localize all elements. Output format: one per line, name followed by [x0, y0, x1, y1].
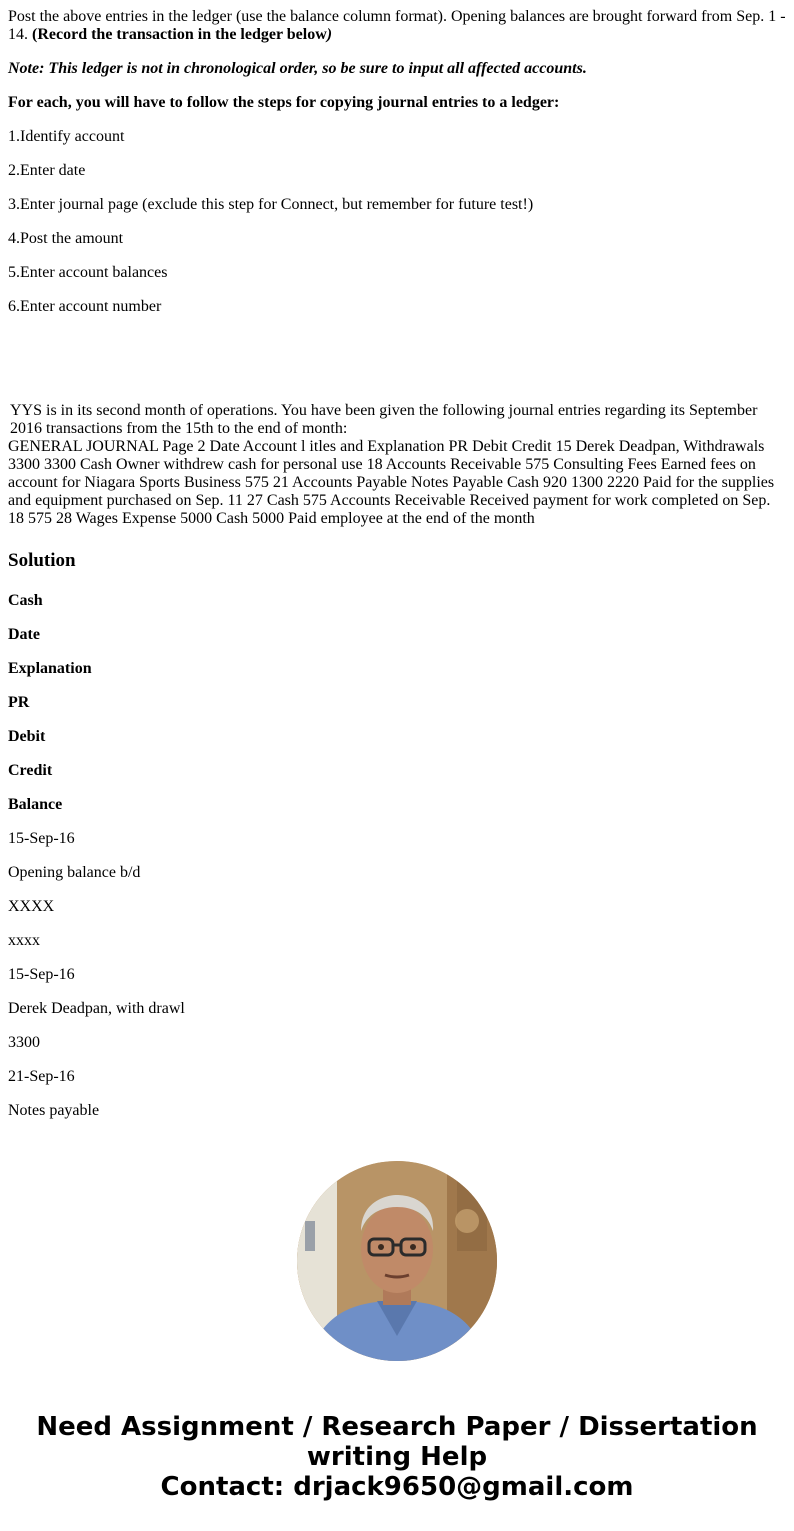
intro-paragraph	[8, 8, 786, 44]
intro-text: Post the above entries in the ledger (use the balance column format). Opening balances are brought forward from Sep. 1 - 14.	[8, 8, 786, 43]
intro-bold-end: )	[326, 26, 333, 43]
ledger-cell: Derek Deadpan, with drawl	[8, 1000, 185, 1017]
banner-contact-email: Contact: drjack9650@gmail.com	[160, 1472, 634, 1502]
general-journal-text: GENERAL JOURNAL Page 2 Date Account l itles and Explanation PR Debit Credit 15 Derek Deadpan, Withdrawals 3300 3300 Cash Owner withdrew cash for personal use 18 Accounts Receivable 575 Consulting Fees Earned fees on account for Niagara Sports Business 575 21 Accounts Payable Notes Payable Cash 920 1300 2220 Paid for the supplies and equipment purchased on Sep. 11 27 Cash 575 Accounts Receivable Received payment for work completed on Sep. 18 575 28 Wages Expense 5000 Cash 5000 Paid employee at the end of the month	[8, 438, 775, 527]
ledger-cell: 3300	[8, 1034, 40, 1051]
step-item: 1.Identify account	[8, 128, 125, 145]
ledger-header: Explanation	[8, 660, 92, 677]
ledger-solution	[8, 592, 786, 1120]
document-body	[0, 8, 794, 1120]
step-item: 4.Post the amount	[8, 230, 124, 247]
banner-line: writing Help	[306, 1442, 488, 1472]
ledger-header: Credit	[8, 762, 53, 779]
intro-bold: (Record the transaction in the ledger below	[32, 26, 327, 43]
ledger-header: Date	[8, 626, 40, 643]
avatar	[297, 1161, 497, 1361]
ledger-cell: XXXX	[8, 898, 55, 915]
ledger-cell: Opening balance b/d	[8, 864, 141, 881]
ledger-cell: xxxx	[8, 932, 40, 949]
ledger-cell: 15-Sep-16	[8, 966, 75, 983]
step-item: 5.Enter account balances	[8, 264, 168, 281]
ledger-header: Debit	[8, 728, 46, 745]
context-paragraph: YYS is in its second month of operations. You have been given the following journal entries regarding its September 2016 transactions from the 15th to the end of month:	[10, 402, 758, 437]
ledger-header: PR	[8, 694, 30, 711]
spacer	[8, 332, 786, 402]
steps-heading: For each, you will have to follow the steps for copying journal entries to a ledger:	[8, 94, 560, 111]
step-item: 3.Enter journal page (exclude this step for Connect, but remember for future test!)	[8, 196, 534, 213]
avatar-portrait-icon	[297, 1161, 497, 1361]
solution-heading: Solution	[8, 550, 76, 571]
ledger-cell: 21-Sep-16	[8, 1068, 75, 1085]
ledger-header: Cash	[8, 592, 43, 609]
step-item: 2.Enter date	[8, 162, 86, 179]
ledger-cell: Notes payable	[8, 1102, 100, 1119]
banner-line: Need Assignment / Research Paper / Dissertation	[36, 1412, 758, 1442]
step-item: 6.Enter account number	[8, 298, 162, 315]
note-paragraph: Note: This ledger is not in chronological order, so be sure to input all affected accounts.	[8, 60, 587, 77]
ledger-cell: 15-Sep-16	[8, 830, 75, 847]
ledger-header: Balance	[8, 796, 63, 813]
contact-banner	[0, 1412, 794, 1502]
